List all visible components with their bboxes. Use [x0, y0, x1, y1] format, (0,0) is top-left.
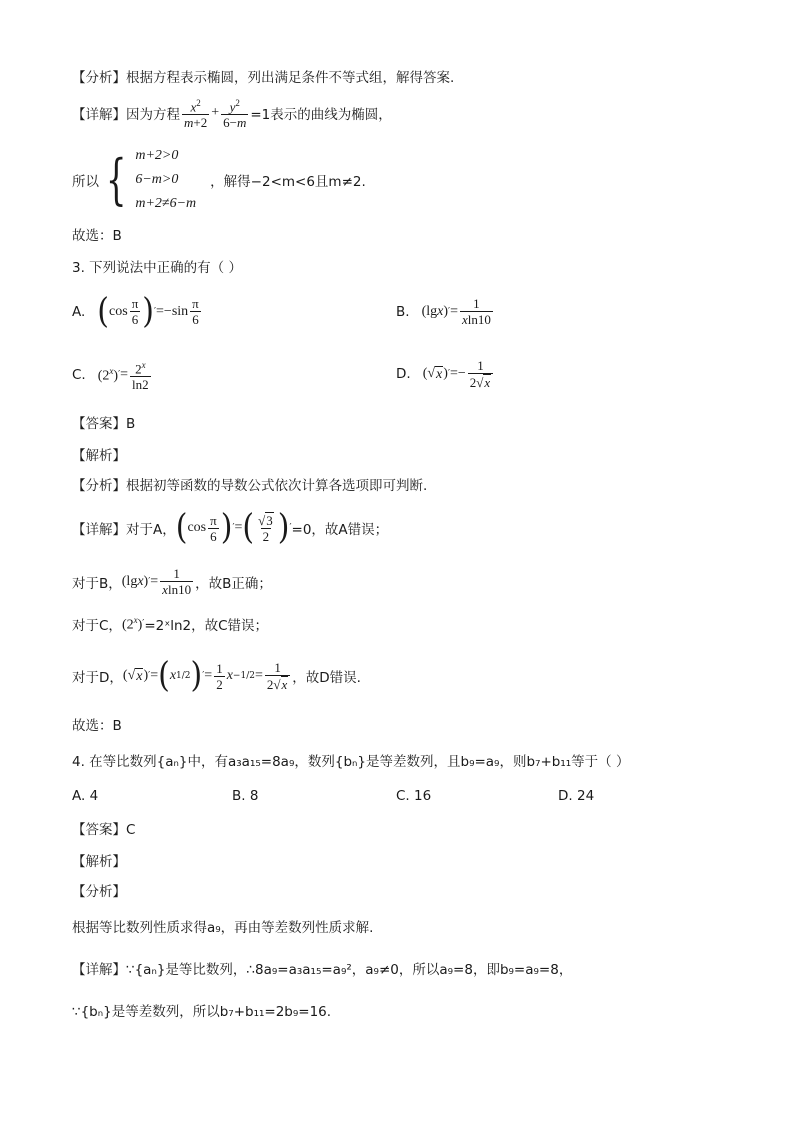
brace-icon: { [105, 148, 127, 211]
q4-option-c: C. 16 [396, 788, 432, 804]
q3-detail-b: 对于B， (lgx) ′ = $\frac{1}{xln10}$ ，故B正确； [72, 566, 272, 597]
q3-analysis: 【分析】根据初等函数的导数公式依次计算各选项即可判断. [72, 478, 428, 494]
q3-choose: 故选：B [72, 718, 122, 734]
q2-cond2: 6−m>0 [135, 172, 179, 187]
q3-stem: 3. 下列说法中正确的有（ ） [72, 260, 242, 276]
q3-option-c: C. (2$^x$) ′ = $\frac{2^x}{\ln 2}$ [72, 360, 149, 393]
q2-cond3: m+2≠6−m [135, 196, 197, 211]
q2-choose: 故选：B [72, 228, 122, 244]
fraction-x2: $\frac{x^2}{m+2}$ [184, 98, 208, 131]
q4-answer: 【答案】C [72, 822, 136, 838]
q3-detail-a: 【详解】对于A， ( cos $\frac{\pi}{6}$ ) ′ = ( √ 3 2 ) ′ =0，故A错误； [72, 507, 389, 548]
q3-option-d: D. (√ x ) ′ =− 1 2√ x [396, 358, 495, 390]
q3-option-b: B. (lgx) ′ = $\frac{1}{xln10}$ [396, 296, 491, 327]
q2-detail: 【详解】 因为方程 $\frac{x^2}{m+2}$ + $\frac{y^2}{6-m}$ =1表示的曲线为椭圆， [72, 98, 392, 131]
q2-suoyi: 所以 [72, 174, 99, 190]
q3-answer: 【答案】B [72, 416, 136, 432]
q4-stem: 4. 在等比数列{aₙ}中，有a₃a₁₅=8a₉，数列{bₙ}是等差数列，且b₉=a₉，则b₇+b₁₁等于（ ） [72, 754, 630, 770]
q3-detail-c: 对于C， (2$^x$) ′ =2ˣln2，故C错误； [72, 614, 269, 634]
q4-analysis-tag: 【分析】 [72, 884, 126, 900]
q4-option-b: B. 8 [232, 788, 259, 804]
q2-detail-text2: =1表示的曲线为椭圆， [250, 107, 392, 124]
q3-jiexi: 【解析】 [72, 448, 126, 464]
q2-detail-tag: 【详解】 [72, 107, 126, 124]
q2-cond1: m+2>0 [135, 148, 179, 163]
fraction-y2: $\frac{y^2}{6-m}$ [223, 98, 247, 131]
q4-jiexi: 【解析】 [72, 854, 126, 870]
q4-detail-1: 【详解】∵{aₙ}是等比数列，∴8a₉=a₃a₁₅=a₉²，a₉≠0，所以a₉=8，即b₉=a₉=8， [72, 962, 573, 978]
q3-option-a: A. ( cos $\frac{\pi}{6}$ ) ′ =−sin $\frac{\pi}{6}$ [72, 290, 199, 332]
q2-system [72, 144, 366, 216]
q2-solve: ，解得−2<m<6且m≠2. [210, 174, 366, 190]
q4-option-a: A. 4 [72, 788, 99, 804]
q4-analysis: 根据等比数列性质求得a₉，再由等差数列性质求解. [72, 920, 374, 936]
q3-detail-d: 对于D， (√ x ) ′ = ( x 1/2 ) ′ = $\frac{1}{2}$ x −1/2 = 1 2√ x ，故D错误. [72, 655, 361, 696]
q2-detail-text1: 因为方程 [126, 107, 180, 124]
q4-detail-2: ∵{bₙ}是等差数列，所以b₇+b₁₁=2b₉=16. [72, 1004, 332, 1020]
q4-option-d: D. 24 [558, 788, 595, 804]
q2-analysis: 【分析】根据方程表示椭圆，列出满足条件不等式组，解得答案. [72, 70, 455, 86]
